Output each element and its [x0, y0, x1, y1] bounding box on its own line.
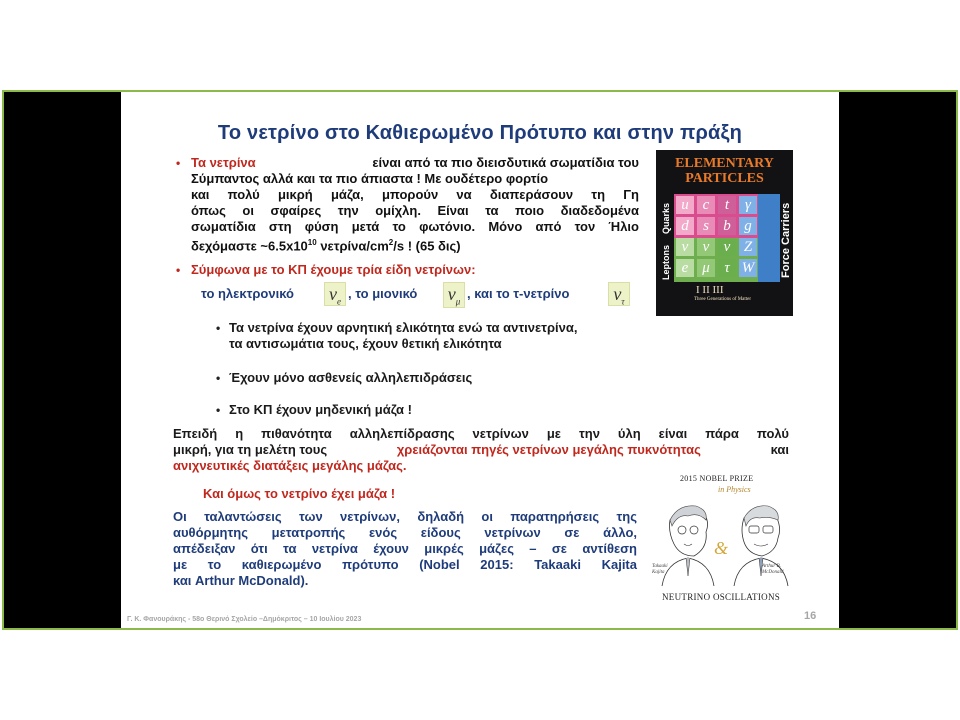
p3-line2-red: χρειάζονται πηγές νετρίνων μεγάλης πυκνότητας — [396, 442, 701, 457]
tau-label: , και το τ-νετρίνο — [467, 286, 570, 301]
nobel-subtitle: in Physics — [718, 485, 751, 494]
p1-line1: είναι από τα πιο διεισδυτικά σωματίδια του — [372, 155, 639, 170]
p3-line2b: και — [770, 442, 789, 457]
p1-line2: Σύμπαντος αλλά και τα πιο άπιαστα ! Με ουδέτερο φορτίο — [191, 171, 549, 186]
p5-line1: Οι ταλαντώσεις των νετρίνων, δηλαδή οι παρατηρήσεις της — [173, 509, 637, 524]
particle-cell: t — [718, 196, 736, 214]
neutrino-has-mass: Και όμως το νετρίνο έχει μάζα ! — [203, 486, 396, 501]
p1-line4: όπως οι σφαίρες την ομίχλη. Είναι τα ποιο διαδεδομένα — [191, 203, 639, 218]
particle-cell: e — [676, 259, 694, 277]
p3-line1: Επειδή η πιθανότητα αλληλεπίδρασης νετρίνων με την ύλη είναι πάρα πολύ — [173, 426, 789, 441]
particle-cell: τ — [718, 259, 736, 277]
slide — [121, 92, 839, 628]
kajita-caption: Takaaki Kajita — [652, 564, 668, 575]
slide-footer: Γ. Κ. Φανουράκης - 58ο Θερινό Σχολείο –Δημόκριτος – 10 Ιουλίου 2023 — [127, 616, 362, 623]
p1-line6c: /s ! (65 δις) — [393, 238, 461, 254]
nu-mu-sub: μ — [455, 296, 461, 307]
generations-label: I II III — [696, 284, 724, 296]
particle-cell: ν — [697, 238, 715, 256]
p5-line4: με το καθιερωμένο πρότυπο (Nobel 2015: Takaaki Kajita — [173, 557, 637, 572]
p3-line2a: μικρή, για τη μελέτη τους — [173, 442, 328, 457]
lead-text: Τα νετρίνα — [191, 155, 256, 170]
nu-tau-sub: τ — [621, 296, 625, 307]
nobel-footer: NEUTRINO OSCILLATIONS — [662, 592, 781, 602]
bullet-icon: • — [176, 156, 181, 170]
quarks-label: Quarks — [661, 202, 671, 234]
p5-line5: και Arthur McDonald). — [173, 573, 309, 588]
bullet-icon: • — [176, 263, 181, 277]
nu-glyph: ν — [447, 284, 456, 304]
particle-cell: s — [697, 217, 715, 235]
p3-line3: ανιχνευτικές διατάξεις μεγάλης μάζας. — [173, 458, 407, 473]
particle-cell: c — [697, 196, 715, 214]
p1-exp: 10 — [307, 238, 317, 247]
sub-bullet-helicity — [229, 320, 577, 352]
slide-title: Το νετρίνο στο Καθιερωμένο Πρότυπο και στην πράξη — [217, 122, 743, 144]
p1-line6a: δεχόμαστε ~6.5x10 — [191, 238, 308, 254]
p1-line5: σωματίδια στη φύση μετά το φωτόνιο. Μόνο από τον Ήλιο — [191, 219, 639, 234]
paragraph-detectors — [173, 426, 789, 474]
particle-cell: Z — [739, 238, 757, 256]
sub-bullet-mass: Στο ΚΠ έχουν μηδενική μάζα ! — [229, 402, 412, 417]
particle-cell: ν — [718, 238, 736, 256]
p1-line6b: νετρίνα/cm — [316, 238, 389, 254]
particle-cell: ν — [676, 238, 694, 256]
elementary-particles-poster — [656, 150, 793, 316]
nobel-title: 2015 NOBEL PRIZE — [680, 474, 754, 483]
page-number: 16 — [804, 610, 817, 622]
paragraph-neutrinos — [191, 155, 639, 254]
nu-e-symbol — [324, 282, 346, 306]
nu-mu-symbol — [443, 282, 465, 308]
particle-cell: μ — [697, 259, 715, 277]
sub-bullet-weak: Έχουν μόνο ασθενείς αλληλεπιδράσεις — [229, 370, 473, 385]
particle-cell: W — [739, 259, 757, 277]
electron-label: το ηλεκτρονικό — [201, 286, 294, 301]
bullet-icon: • — [216, 371, 221, 385]
three-flavors-heading: Σύμφωνα με το ΚΠ έχουμε τρία είδη νετρίνων: — [191, 262, 476, 277]
p1-exp2: 2 — [388, 238, 394, 247]
poster-title-1: ELEMENTARY — [675, 156, 774, 171]
bullet-icon: • — [216, 403, 221, 417]
paragraph-oscillations — [173, 509, 637, 589]
particle-cell: b — [718, 217, 736, 235]
p5-line3: απέδειξαν ότι τα νετρίνα έχουν μικρές μάζες – σε αντίθεση — [173, 541, 637, 556]
bullet-icon: • — [216, 321, 221, 335]
force-carriers-label: Force Carriers — [780, 202, 792, 278]
p3-line2 — [173, 442, 789, 458]
particle-cell: u — [676, 196, 694, 214]
mcdonald-caption: Arthur B. McDonald — [762, 564, 784, 575]
nu-glyph: ν — [613, 284, 622, 304]
nu-e-sub: e — [337, 296, 341, 307]
p1-line6 — [191, 235, 639, 254]
poster-title-2: PARTICLES — [685, 171, 764, 186]
leptons-label: Leptons — [661, 245, 671, 280]
p5-line2: αυθόρμητης μετατροπής ενός είδους νετρίνων σε άλλο, — [173, 525, 637, 540]
force-block — [758, 194, 780, 282]
particle-cell: g — [739, 217, 757, 235]
svg-text:&: & — [714, 538, 729, 558]
p1-line3: και πολύ μικρή μάζα, μπορούν να διαπεράσουν τη Γη — [191, 187, 639, 202]
nu-tau-symbol — [608, 282, 630, 306]
muon-label: , το μιονικό — [348, 286, 418, 301]
particle-cell: d — [676, 217, 694, 235]
helicity-line2: τα αντισωμάτια τους, έχουν θετική ελικότητα — [229, 336, 502, 351]
nobel-2015-image — [648, 468, 798, 608]
nu-glyph: ν — [329, 284, 337, 304]
generations-caption: Three Generations of Matter — [694, 297, 752, 302]
helicity-line1: Τα νετρίνα έχουν αρνητική ελικότητα ενώ τα αντινετρίνα, — [229, 320, 578, 335]
particle-cell: γ — [739, 196, 757, 214]
